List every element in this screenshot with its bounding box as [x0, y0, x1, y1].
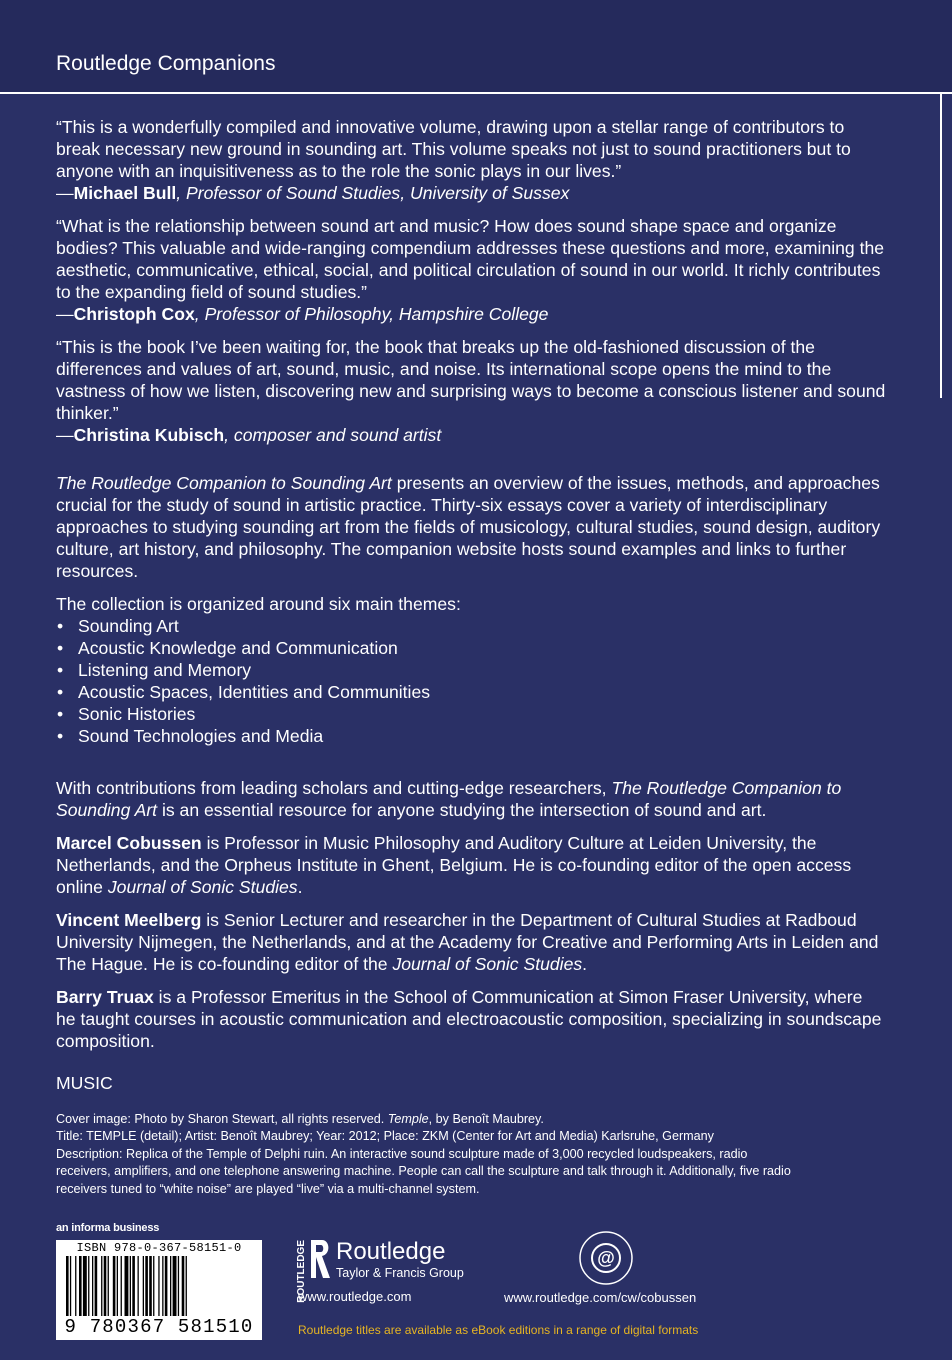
description: The Routledge Companion to Sounding Art presents an overview of the issues, methods, and approaches crucial for the study of sound in artistic practice. Thirty-six essays cover a variety of interdisciplinary approaches to studying sounding art from the fields of musicology, cultural studies, sound design, auditory culture, art history, and philosophy. The companion website hosts sound examples and links to further resources.	[56, 473, 881, 581]
credit-line: Description: Replica of the Temple of Delphi ruin. An interactive sound sculpture made of 3,000 recycled loudspeakers, radio	[56, 1146, 748, 1161]
barcode-bar	[108, 1256, 109, 1316]
barcode-bar	[143, 1256, 144, 1316]
list-item: • Sound Technologies and Media	[56, 725, 886, 747]
barcode-bar	[121, 1256, 122, 1316]
quote-2-author: Christoph Cox	[73, 304, 195, 324]
publisher-name: Routledge	[336, 1238, 446, 1265]
book-title: The Routledge Companion to Sounding Art	[56, 473, 392, 493]
barcode-bar	[162, 1256, 163, 1316]
quote-2-role: , Professor of Philosophy, Hampshire College	[194, 304, 549, 324]
barcode-bar	[182, 1256, 185, 1316]
barcode-bar	[178, 1256, 179, 1316]
barcode-bar	[125, 1256, 129, 1316]
editor-name: Barry Truax	[56, 987, 154, 1007]
cover-credits	[56, 1111, 896, 1198]
credit-line: receivers tuned to “white noise” are played “live” via a multi-channel system.	[56, 1181, 480, 1196]
barcode-bar	[70, 1256, 71, 1316]
barcode-bar	[186, 1256, 187, 1316]
barcode-bar	[113, 1256, 116, 1316]
barcode-bar	[83, 1256, 87, 1316]
list-item: • Listening and Memory	[56, 659, 886, 681]
barcode-bar	[66, 1256, 69, 1316]
quote-1: “This is a wonderfully compiled and innovative volume, drawing upon a stellar range of contributors to break necessary new ground in sounding art. This volume speaks not just to sound practitioners but to anyone with an inquisitiveness as to the role the sonic plays in our lives.” —Michael Bull, Professor of Sound Studies, University of Sussex	[56, 116, 886, 204]
barcode-bar	[145, 1256, 148, 1316]
barcode-bar	[165, 1256, 168, 1316]
barcode-bar	[158, 1256, 159, 1316]
list-item: • Acoustic Spaces, Identities and Communities	[56, 681, 886, 703]
back-cover-text	[56, 116, 886, 1105]
isbn-label: ISBN 978-0-367-58151-0	[76, 1241, 242, 1255]
companion-url[interactable]: www.routledge.com/cw/cobussen	[504, 1290, 697, 1305]
series-title: Routledge Companions	[56, 52, 276, 75]
themes-list	[56, 615, 886, 747]
barcode-bar	[75, 1256, 76, 1316]
quote-1-attribution: —Michael Bull, Professor of Sound Studies, University of Sussex	[56, 183, 570, 203]
quote-2: “What is the relationship between sound art and music? How does sound shape space and organize bodies? This valuable and wide-ranging compendium addresses these questions and more, examining the aesthetic, communicative, ethical, social, and political circulation of sound in our world. It richly contributes to the expanding field of sound studies.” —Christoph Cox, Professor of Philosophy, Hampshire College	[56, 216, 885, 324]
informa-tagline: an informa business	[56, 1222, 160, 1234]
barcode-bar	[117, 1256, 118, 1316]
quote-3-attribution: —Christina Kubisch, composer and sound artist	[56, 425, 442, 445]
themes-intro: The collection is organized around six main themes:	[56, 594, 461, 614]
quote-3: “This is the book I’ve been waiting for, the book that breaks up the old-fashioned discussion of the differences and values of art, sound, music, and noise. Its international scope opens the mind to the vastness of how we listen, discovering new and surprising ways to become a conscious listener and sound thinker.” —Christina Kubisch, composer and sound artist	[56, 337, 886, 445]
editor-name: Marcel Cobussen	[56, 833, 202, 853]
barcode-bar	[132, 1256, 135, 1316]
companion-website-icon	[578, 1230, 634, 1286]
credit-line: Cover image: Photo by Sharon Stewart, all rights reserved. Temple, by Benoît Maubrey.	[56, 1112, 544, 1126]
header-band	[0, 0, 952, 92]
publisher-url[interactable]: www.routledge.com	[298, 1289, 412, 1304]
svg-text:@: @	[597, 1248, 615, 1268]
editor-name: Vincent Meelberg	[56, 910, 202, 930]
barcode-icon	[60, 1256, 258, 1318]
isbn-number: 9 780367 581510	[64, 1316, 254, 1338]
barcode-bar	[153, 1256, 154, 1316]
quote-3-author: Christina Kubisch	[73, 425, 225, 445]
editor-bio-3: Barry Truax is a Professor Emeritus in the School of Communication at Simon Fraser University, where he taught courses in acoustic communication and electroacoustic composition, specializing in soundscape composition.	[56, 987, 882, 1051]
quote-2-attribution: —Christoph Cox, Professor of Philosophy, Hampshire College	[56, 304, 549, 324]
publisher-group: Taylor & Francis Group	[336, 1266, 464, 1280]
barcode-bar	[130, 1256, 131, 1316]
list-item: • Sonic Histories	[56, 703, 886, 725]
quote-1-role: , Professor of Sound Studies, University of Sussex	[176, 183, 570, 203]
quote-1-author: Michael Bull	[73, 183, 177, 203]
barcode-bar	[138, 1256, 139, 1316]
barcode-bar	[95, 1256, 98, 1316]
header-rule	[0, 92, 952, 94]
barcode-bar	[170, 1256, 171, 1316]
ebook-note: Routledge titles are available as eBook editions in a range of digital formats	[298, 1323, 699, 1337]
barcode-bar	[149, 1256, 152, 1316]
list-item: • Sounding Art	[56, 615, 886, 637]
contributions-text: With contributions from leading scholars and cutting-edge researchers, The Routledge Companion to Sounding Art is an essential resource for anyone studying the intersection of sound and art.	[56, 778, 842, 820]
barcode-bar	[104, 1256, 107, 1316]
publisher-side-text: ROUTLEDGE	[296, 1240, 307, 1303]
category-label: MUSIC	[56, 1073, 113, 1093]
barcode-bar	[173, 1256, 177, 1316]
list-item: • Acoustic Knowledge and Communication	[56, 637, 886, 659]
barcode-bar	[88, 1256, 89, 1316]
editor-bio-2: Vincent Meelberg is Senior Lecturer and researcher in the Department of Cultural Studies at Radboud University Nijmegen, the Netherlands, and at the Academy for Creative and Performing Arts in Leiden and The Hague. He is co-founding editor of the Journal of Sonic Studies.	[56, 910, 879, 974]
credit-line: receivers, amplifiers, and one telephone answering machine. People can call the sculpture and talk through it. Additionally, five radio	[56, 1164, 791, 1179]
side-rule	[940, 94, 942, 398]
quote-3-role: , composer and sound artist	[224, 425, 442, 445]
barcode-bar	[101, 1256, 102, 1316]
routledge-r-icon	[308, 1238, 332, 1282]
barcode-bar	[92, 1256, 93, 1316]
editor-bio-1: Marcel Cobussen is Professor in Music Philosophy and Auditory Culture at Leiden University, the Netherlands, and the Orpheus Institute in Ghent, Belgium. He is co-founding editor of the open access online Journal of Sonic Studies.	[56, 833, 852, 897]
barcode-bar	[79, 1256, 82, 1316]
isbn-barcode	[56, 1240, 262, 1340]
credit-line: Title: TEMPLE (detail); Artist: Benoît Maubrey; Year: 2012; Place: ZKM (Center for Art and Media) Karlsruhe, Germany	[56, 1129, 714, 1144]
